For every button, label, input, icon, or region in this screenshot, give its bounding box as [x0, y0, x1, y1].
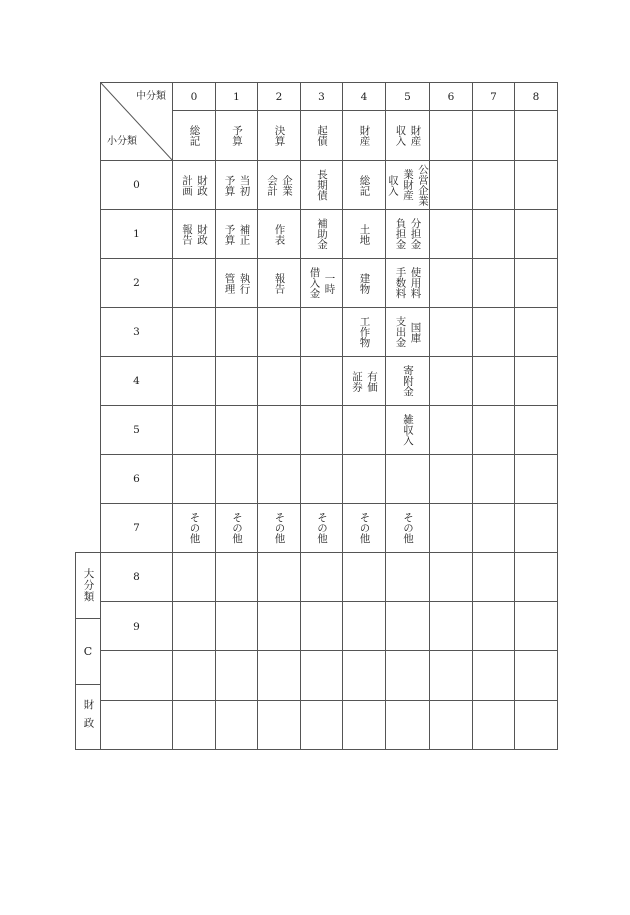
table-cell	[430, 406, 473, 455]
cell-text: 土地	[358, 223, 371, 245]
table-row	[101, 504, 558, 553]
table-cell	[343, 161, 386, 210]
table-cell	[515, 357, 558, 406]
column-name-part: 総記	[188, 125, 201, 146]
cell-text: 工作物	[358, 316, 371, 348]
cell-text: 手数料	[394, 267, 407, 299]
column-name-4	[343, 111, 386, 161]
row-label: 4	[101, 357, 173, 406]
table-cell	[386, 210, 430, 259]
table-cell	[515, 504, 558, 553]
table-cell	[173, 701, 216, 750]
table-cell	[430, 308, 473, 357]
table-cell	[173, 161, 216, 210]
table-cell	[173, 553, 216, 602]
column-name-2	[258, 111, 301, 161]
table-cell	[301, 259, 343, 308]
cell-text: その他	[188, 512, 201, 544]
table-cell	[258, 651, 301, 701]
table-cell	[386, 259, 430, 308]
cell-text: 計画	[181, 174, 193, 196]
table-cell	[258, 259, 301, 308]
table-body	[101, 83, 558, 750]
column-name-3	[301, 111, 343, 161]
table-cell	[343, 602, 386, 651]
table-cell	[301, 161, 343, 210]
column-name-5	[386, 111, 430, 161]
table-cell	[430, 651, 473, 701]
table-cell	[343, 406, 386, 455]
table-cell	[301, 406, 343, 455]
cell-text: 国庫	[409, 321, 422, 343]
table-cell	[216, 259, 258, 308]
table-cell	[258, 308, 301, 357]
cell-text: その他	[273, 512, 286, 544]
column-number-7: 7	[473, 83, 515, 111]
table-cell	[301, 651, 343, 701]
table-cell	[258, 406, 301, 455]
column-name-part: 財産	[358, 125, 371, 146]
column-number-4: 4	[343, 83, 386, 111]
table-cell	[473, 210, 515, 259]
table-cell	[386, 651, 430, 701]
column-name-part: 財産	[409, 125, 422, 146]
table-cell	[430, 259, 473, 308]
major-code-cell	[76, 619, 100, 685]
column-number-8: 8	[515, 83, 558, 111]
table-cell	[343, 308, 386, 357]
table-cell	[473, 357, 515, 406]
cell-text: 有価	[366, 370, 378, 392]
cell-text: 予算	[223, 174, 236, 196]
cell-text: その他	[358, 512, 371, 544]
cell-text: 当初	[238, 174, 251, 196]
table-cell	[216, 602, 258, 651]
table-cell	[216, 357, 258, 406]
table-cell	[173, 651, 216, 701]
mid-category-label: 中分類	[136, 91, 166, 102]
cell-text: 寄附金	[402, 365, 414, 397]
table-cell	[301, 357, 343, 406]
column-number-5: 5	[386, 83, 430, 111]
cell-text: その他	[316, 512, 328, 544]
table-cell	[473, 553, 515, 602]
table-cell	[386, 308, 430, 357]
column-number-2: 2	[258, 83, 301, 111]
row-label	[101, 651, 173, 701]
cell-text: 支出金	[394, 316, 407, 348]
cell-text: 使用料	[409, 267, 422, 299]
table-row	[101, 602, 558, 651]
cell-text: 総記	[358, 174, 371, 196]
table-row	[101, 357, 558, 406]
cell-text: 管理	[223, 272, 236, 294]
cell-text: 雑収入	[402, 414, 414, 446]
major-name: 財政	[82, 698, 95, 736]
table-cell	[173, 210, 216, 259]
major-label: 大分類	[82, 568, 95, 603]
column-number-3: 3	[301, 83, 343, 111]
table-cell	[258, 602, 301, 651]
classification-table	[100, 82, 558, 750]
table-cell	[473, 651, 515, 701]
table-cell	[258, 455, 301, 504]
table-row	[101, 701, 558, 750]
column-number-row	[101, 83, 558, 111]
table-cell	[473, 308, 515, 357]
row-label: 5	[101, 406, 173, 455]
table-cell	[216, 651, 258, 701]
cell-text: 長期債	[316, 169, 328, 201]
small-category-label: 小分類	[107, 136, 137, 147]
table-cell	[343, 504, 386, 553]
table-cell	[216, 553, 258, 602]
table-cell	[216, 210, 258, 259]
table-cell	[258, 553, 301, 602]
table-cell	[473, 701, 515, 750]
major-code: C	[83, 645, 93, 658]
table-cell	[173, 602, 216, 651]
table-cell	[515, 161, 558, 210]
major-name-cell	[76, 685, 100, 749]
table-cell	[430, 701, 473, 750]
table-row	[101, 259, 558, 308]
major-category-box	[75, 552, 101, 750]
table-cell	[173, 357, 216, 406]
cell-text: 建物	[358, 272, 371, 294]
table-cell	[301, 455, 343, 504]
table-cell	[386, 455, 430, 504]
table-cell	[430, 553, 473, 602]
cell-text: 証券	[351, 370, 363, 392]
table-cell	[430, 210, 473, 259]
table-cell	[515, 259, 558, 308]
column-name-part: 予算	[231, 125, 243, 146]
table-cell	[515, 701, 558, 750]
table-cell	[258, 504, 301, 553]
table-cell	[173, 504, 216, 553]
column-number-0: 0	[173, 83, 216, 111]
table-cell	[173, 455, 216, 504]
table-cell	[343, 357, 386, 406]
cell-text: 公営企業	[417, 164, 429, 206]
cell-text: 会計	[266, 174, 278, 196]
table-cell	[301, 308, 343, 357]
table-cell	[216, 701, 258, 750]
table-row	[101, 210, 558, 259]
table-cell	[386, 602, 430, 651]
table-cell	[343, 259, 386, 308]
row-label: 3	[101, 308, 173, 357]
cell-text: 一時	[323, 272, 336, 294]
cell-text: その他	[402, 512, 414, 544]
table-cell	[473, 504, 515, 553]
table-cell	[301, 553, 343, 602]
cell-text: 業財産	[402, 169, 414, 201]
table-cell	[430, 161, 473, 210]
table-cell	[343, 455, 386, 504]
cell-text: 報告	[273, 272, 286, 294]
table-cell	[216, 455, 258, 504]
cell-text: 分担金	[409, 218, 422, 250]
row-label: 8	[101, 553, 173, 602]
row-label: 2	[101, 259, 173, 308]
column-name-0	[173, 111, 216, 161]
table-cell	[515, 602, 558, 651]
table-cell	[258, 357, 301, 406]
row-label	[101, 701, 173, 750]
table-cell	[515, 455, 558, 504]
table-row	[101, 406, 558, 455]
table-cell	[515, 210, 558, 259]
corner-cell	[101, 83, 173, 161]
table-cell	[515, 406, 558, 455]
row-label: 7	[101, 504, 173, 553]
column-name-6	[430, 111, 473, 161]
table-cell	[301, 602, 343, 651]
cell-text: 企業	[281, 174, 293, 196]
cell-text: その他	[231, 512, 243, 544]
table-row	[101, 455, 558, 504]
table-cell	[515, 553, 558, 602]
cell-text: 財政	[196, 174, 208, 196]
column-number-1: 1	[216, 83, 258, 111]
table-cell	[430, 455, 473, 504]
table-cell	[386, 553, 430, 602]
cell-text: 財政	[196, 223, 208, 245]
row-label: 1	[101, 210, 173, 259]
table-row	[101, 308, 558, 357]
table-cell	[343, 210, 386, 259]
table-cell	[473, 259, 515, 308]
table-cell	[430, 602, 473, 651]
table-cell	[258, 701, 301, 750]
table-cell	[173, 406, 216, 455]
table-cell	[386, 504, 430, 553]
cell-text: 作表	[273, 223, 286, 245]
column-name-7	[473, 111, 515, 161]
cell-text: 予算	[223, 223, 236, 245]
table-cell	[301, 504, 343, 553]
table-cell	[301, 210, 343, 259]
table-cell	[258, 210, 301, 259]
row-label: 6	[101, 455, 173, 504]
table-row	[101, 553, 558, 602]
column-name-part: 決算	[273, 125, 286, 146]
table-cell	[473, 455, 515, 504]
row-label: 9	[101, 602, 173, 651]
table-cell	[343, 651, 386, 701]
table-cell	[343, 701, 386, 750]
cell-text: 借入金	[308, 267, 321, 299]
table-cell	[173, 259, 216, 308]
column-name-8	[515, 111, 558, 161]
table-cell	[515, 651, 558, 701]
column-name-part: 収入	[394, 125, 407, 146]
table-cell	[473, 602, 515, 651]
table-cell	[473, 161, 515, 210]
table-cell	[258, 161, 301, 210]
column-name-1	[216, 111, 258, 161]
cell-text: 収入	[387, 174, 399, 196]
cell-text: 報告	[181, 223, 193, 245]
table-cell	[343, 553, 386, 602]
cell-text: 負担金	[394, 218, 407, 250]
table-cell	[216, 504, 258, 553]
table-row	[101, 651, 558, 701]
table-cell	[386, 406, 430, 455]
table-cell	[430, 504, 473, 553]
table-cell	[386, 357, 430, 406]
table-cell	[473, 406, 515, 455]
table-cell	[173, 308, 216, 357]
row-label: 0	[101, 161, 173, 210]
column-name-part: 起債	[316, 125, 328, 146]
major-label-cell	[76, 553, 100, 619]
table-row	[101, 161, 558, 210]
column-number-6: 6	[430, 83, 473, 111]
table-cell	[386, 701, 430, 750]
table-cell	[430, 357, 473, 406]
table-cell	[216, 406, 258, 455]
table-cell	[386, 161, 430, 210]
table-cell	[515, 308, 558, 357]
cell-text: 補助金	[316, 218, 328, 250]
cell-text: 執行	[238, 272, 251, 294]
table-cell	[301, 701, 343, 750]
cell-text: 補正	[238, 223, 251, 245]
table-cell	[216, 161, 258, 210]
table-cell	[216, 308, 258, 357]
